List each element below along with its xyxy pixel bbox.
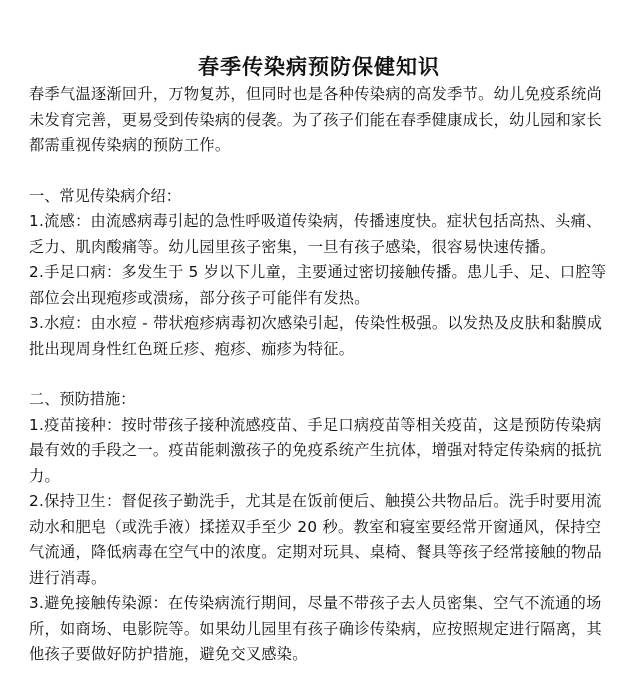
list-item-avoid-contact: 3.避免接触传染源：在传染病流行期间，尽量不带孩子去人员密集、空气不流通的场所，如商场、电影院等。如果幼儿园里有孩子确诊传染病，应按照规定进行隔离，其他孩子要做好防护措施，避免交叉感染。 <box>29 594 603 663</box>
list-item-hfmd: 2.手足口病：多发生于 5 岁以下儿童，主要通过密切接触传播。患儿手、足、口腔等部位会出现疱疹或溃疡，部分孩子可能伴有发热。 <box>29 263 607 307</box>
list-item-flu: 1.流感：由流感病毒引起的急性呼吸道传染病，传播速度快。症状包括高热、头痛、乏力、肌肉酸痛等。幼儿园里孩子密集，一旦有孩子感染，很容易快速传播。 <box>29 212 602 256</box>
section-common-diseases <box>29 184 609 363</box>
list-item-vaccination: 1.疫苗接种：按时带孩子接种流感疫苗、手足口病疫苗等相关疫苗，这是预防传染病最有效的手段之一。疫苗能刺激孩子的免疫系统产生抗体，增强对特定传染病的抵抗力。 <box>29 415 603 485</box>
intro-paragraph: 春季气温逐渐回升，万物复苏，但同时也是各种传染病的高发季节。幼儿免疫系统尚未发育完善，更易受到传染病的侵袭。为了孩子们能在春季健康成长，幼儿园和家长都需重视传染病的预防工作。 <box>29 85 603 154</box>
list-item-chickenpox: 3.水痘：由水痘 - 带状疱疹病毒初次感染引起，传染性极强。以发热及皮肤和黏膜成批出现周身性红色斑丘疹、疱疹、痂疹为特征。 <box>29 314 603 358</box>
section-heading: 一、常见传染病介绍： <box>29 186 181 205</box>
list-item-hygiene: 2.保持卫生：督促孩子勤洗手，尤其是在饭前便后、触摸公共物品后。洗手时要用流动水和肥皂（或洗手液）揉搓双手至少 20 秒。教室和寝室要经常开窗通风，保持空气流通，降低病毒在空气中的浓度。定期对玩具、桌椅、餐具等孩子经常接触的物品进行消毒。 <box>29 492 603 587</box>
section-prevention <box>29 387 609 668</box>
page-title: 春季传染病预防保健知识 <box>198 54 440 79</box>
section-heading: 二、预防措施： <box>29 390 136 408</box>
